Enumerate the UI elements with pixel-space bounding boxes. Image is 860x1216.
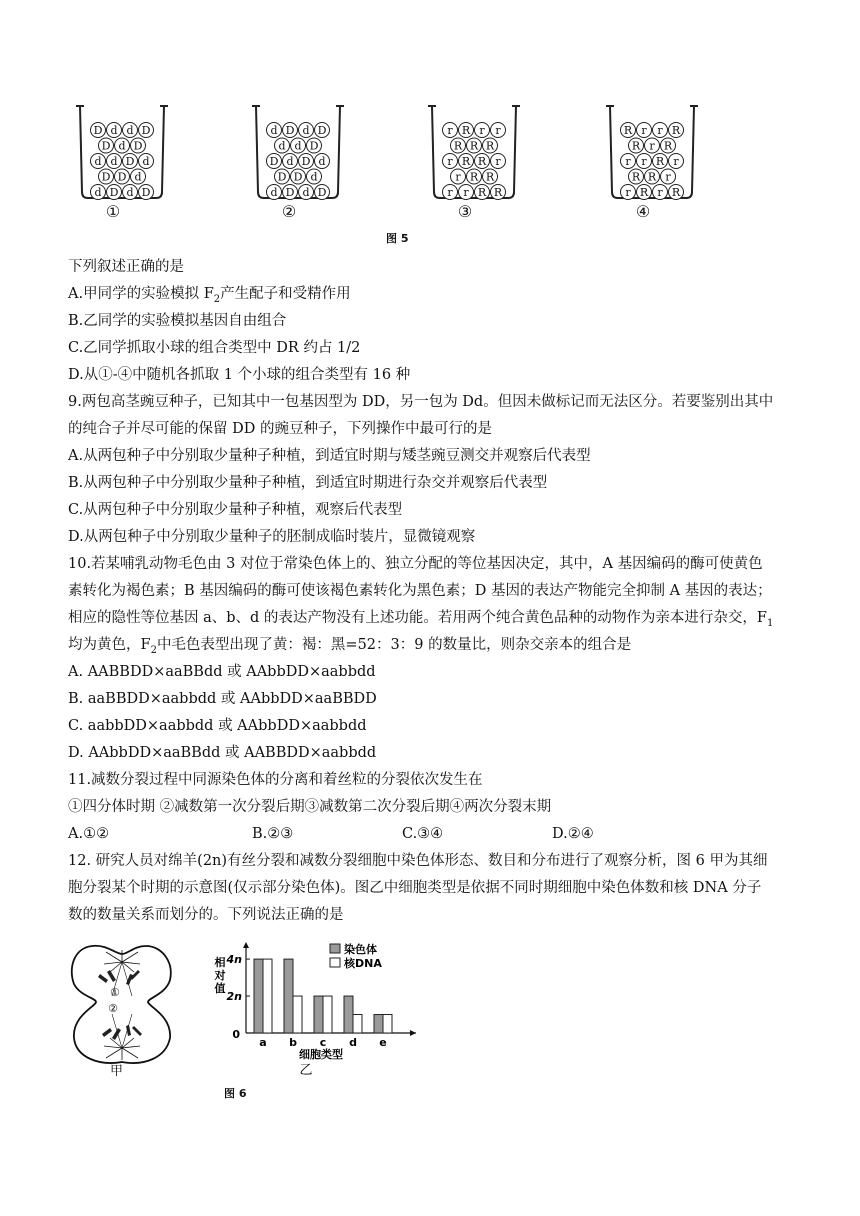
ball-letter: D	[301, 155, 311, 168]
ball-letter: D	[117, 170, 127, 184]
ball	[299, 154, 314, 169]
ball	[267, 154, 282, 169]
ball	[637, 185, 652, 200]
ball-letter: r	[625, 155, 631, 168]
ball	[459, 154, 474, 169]
y-tick-label: 2n	[226, 990, 242, 1004]
ball	[107, 185, 122, 200]
ball-letter: D	[141, 186, 151, 199]
beaker-1	[76, 104, 168, 200]
ball	[475, 185, 490, 200]
ball	[91, 185, 106, 200]
ball-letter: D	[285, 124, 295, 137]
q9-stem-line-2: 的纯合子并尽可能的保留 DD 的豌豆种子，下列操作中最可行的是	[68, 421, 492, 437]
bar-e-chromosome	[374, 1015, 383, 1033]
beaker-svg	[606, 104, 698, 200]
subscript: 1	[766, 617, 774, 629]
ball	[123, 123, 138, 138]
ball-letter: R	[671, 124, 681, 137]
ball	[107, 154, 122, 169]
ball	[139, 123, 154, 138]
ball-letter: R	[469, 139, 479, 153]
q9-option-a: A.从两包种子中分别取少量种子种植，到适宜时期与矮茎豌豆测交并观察后代表型	[68, 448, 591, 464]
q10-option-c: C. aabbDD×aabbdd 或 AAbbDD×aabbdd	[68, 718, 367, 734]
beaker-label-4: ④	[635, 202, 651, 221]
ball-letter: D	[133, 139, 143, 153]
ball	[283, 154, 298, 169]
ball	[645, 169, 660, 184]
ball	[491, 154, 506, 169]
ball	[621, 154, 636, 169]
x-tick-label: e	[379, 1036, 387, 1049]
q9-option-c: C.从两包种子中分别取少量种子种植，观察后代表型	[68, 502, 403, 518]
x-tick-label: d	[349, 1036, 357, 1049]
ball-letter: r	[455, 170, 461, 184]
ball-letter: D	[109, 186, 119, 199]
ball-letter: R	[477, 186, 487, 199]
ball-letter: r	[495, 155, 501, 168]
ball	[645, 138, 660, 153]
ball-letter: d	[278, 139, 286, 153]
ball	[629, 169, 644, 184]
q10-stem-line-1: 10.若某哺乳动物毛色由 3 对位于常染色体上的、独立分配的等位基因决定，其中，A 基因编码的酶可使黄色	[68, 556, 763, 572]
ball-letter: r	[657, 186, 663, 199]
legend-swatch	[330, 944, 340, 953]
ball	[291, 138, 306, 153]
beaker-label-2: ②	[281, 202, 297, 221]
ball-letter: d	[294, 139, 302, 153]
ball-letter: d	[94, 155, 102, 168]
ball	[467, 138, 482, 153]
ball	[115, 138, 130, 153]
legend-label: 染色体	[344, 943, 377, 956]
ball	[475, 123, 490, 138]
ball	[275, 169, 290, 184]
ball-letter: r	[649, 139, 655, 153]
beaker-svg	[252, 104, 344, 200]
ball	[299, 123, 314, 138]
chart-panel-label: 乙	[299, 1063, 313, 1078]
q10-stem-line-2: 素转化为褐色素；B 基因编码的酶可使该褐色素转化为黑色素；D 基因的表达产物能完全抑制 A 基因的表达；	[68, 583, 772, 599]
ball	[123, 185, 138, 200]
bar-e-dna	[383, 1015, 392, 1033]
bar-c-dna	[323, 996, 332, 1033]
ball-letter: r	[447, 124, 453, 137]
origin-label: 0	[232, 1028, 240, 1041]
ball-letter: R	[639, 186, 649, 199]
marker-1: ①	[110, 986, 120, 999]
ball	[91, 154, 106, 169]
q10-option-a: A. AABBDD×aaBBdd 或 AAbbDD×aabbdd	[68, 664, 376, 680]
beaker-label-1: ①	[105, 202, 121, 221]
ball-letter: r	[447, 186, 453, 199]
ball-letter: R	[453, 139, 463, 153]
q8-option-b: B.乙同学的实验模拟基因自由组合	[68, 313, 287, 329]
ball	[91, 123, 106, 138]
ball	[653, 185, 668, 200]
ball	[451, 169, 466, 184]
x-tick-label: b	[289, 1036, 297, 1049]
ball-letter: D	[141, 124, 151, 137]
figure-jia-label: 甲	[110, 1064, 124, 1079]
ball-letter: R	[461, 155, 471, 168]
beaker-3	[428, 104, 520, 200]
beaker-label-3: ③	[457, 202, 473, 221]
ball	[99, 138, 114, 153]
ball	[131, 138, 146, 153]
bar-d-chromosome	[344, 996, 353, 1033]
ball	[115, 169, 130, 184]
y-tick-label: 4n	[226, 953, 242, 967]
ball	[443, 123, 458, 138]
ball	[467, 169, 482, 184]
ball	[669, 123, 684, 138]
ball-letter: d	[134, 170, 142, 184]
figure-5-caption: 图 5	[386, 232, 409, 245]
q11-option-b: B.②③	[252, 826, 294, 842]
ball-letter: d	[126, 124, 134, 137]
ball-letter: R	[647, 170, 657, 184]
x-tick-label: a	[259, 1036, 267, 1049]
y-axis-arrow	[243, 942, 249, 948]
subscript: 2	[150, 644, 157, 656]
x-axis-title: 细胞类型	[299, 1048, 343, 1061]
ball-letter: D	[101, 139, 111, 153]
q8-option-a-text: A.甲同学的实验模拟 F	[68, 286, 214, 302]
ball-letter: R	[655, 155, 665, 168]
ball	[459, 123, 474, 138]
ball-letter: d	[142, 155, 150, 168]
ball	[621, 123, 636, 138]
top-spindle-pole	[104, 950, 140, 972]
ball	[307, 138, 322, 153]
ball	[491, 185, 506, 200]
ball-letter: r	[447, 155, 453, 168]
ball-letter: D	[317, 186, 327, 199]
q9-option-b: B.从两包种子中分别取少量种子种植，到适宜时期进行杂交并观察后代表型	[68, 475, 548, 491]
beaker-svg	[76, 104, 168, 200]
ball	[107, 123, 122, 138]
ball	[451, 138, 466, 153]
ball	[315, 154, 330, 169]
ball-letter: d	[302, 186, 310, 199]
q11-option-d: D.②④	[552, 826, 594, 842]
ball-letter: D	[309, 139, 319, 153]
figure-6-caption: 图 6	[224, 1087, 247, 1100]
ball-letter: D	[317, 124, 327, 137]
y-title-char: 相	[214, 956, 226, 969]
beaker-2	[252, 104, 344, 200]
ball	[443, 185, 458, 200]
ball	[661, 138, 676, 153]
ball-letter: R	[631, 139, 641, 153]
ball-letter: d	[94, 186, 102, 199]
y-axis-title	[214, 955, 226, 995]
ball	[123, 154, 138, 169]
ball-letter: d	[270, 186, 278, 199]
ball	[491, 123, 506, 138]
bar-a-dna	[263, 959, 272, 1033]
ball	[669, 154, 684, 169]
ball	[475, 154, 490, 169]
ball-letter: d	[126, 186, 134, 199]
ball	[669, 185, 684, 200]
q12-stem-line-3: 数的数量关系而划分的。下列说法正确的是	[68, 907, 344, 923]
ball-letter: R	[485, 139, 495, 153]
ball	[307, 169, 322, 184]
subscript: 2	[213, 293, 221, 305]
ball-letter: r	[479, 124, 485, 137]
ball	[629, 138, 644, 153]
q12-stem-line-2: 胞分裂某个时期的示意图(仅示部分染色体)。图乙中细胞类型是依据不同时期细胞中染色体数和核 DNA 分子	[68, 880, 762, 896]
q9-option-d: D.从两包种子中分别取少量种子的胚制成临时装片，显微镜观察	[68, 529, 476, 545]
ball-letter: r	[495, 124, 501, 137]
ball-letter: D	[293, 170, 303, 184]
q10-stem-line-3-text: 相应的隐性等位基因 a、b、d 的表达产物没有上述功能。若用两个纯合黄色品种的动物作为亲本进行杂交，F	[68, 610, 767, 626]
q8-option-a-tail: 产生配子和受精作用	[220, 286, 351, 302]
legend-swatch	[330, 958, 340, 967]
q8-option-d: D.从①-④中随机各抓取 1 个小球的组合类型有 16 种	[68, 367, 411, 383]
q8-option-c: C.乙同学抓取小球的组合类型中 DR 约占 1/2	[68, 340, 361, 356]
ball	[315, 185, 330, 200]
q10-stem-line-4-tail: 中毛色表型出现了黄：褐：黑=52：3：9 的数量比，则杂交亲本的组合是	[156, 637, 632, 653]
y-title-char: 值	[214, 982, 226, 995]
ball	[131, 169, 146, 184]
ball-letter: R	[671, 186, 681, 199]
q9-stem-line-1: 9.两包高茎豌豆种子，已知其中一包基因型为 DD，另一包为 Dd。但因未做标记而无法区分。若要鉴别出其中	[68, 394, 774, 410]
q11-option-c: C.③④	[402, 826, 444, 842]
q10-stem-line-3	[68, 608, 773, 634]
q8-stem: 下列叙述正确的是	[68, 259, 184, 275]
plot-area	[226, 942, 417, 1049]
ball-letter: d	[110, 124, 118, 137]
ball	[653, 123, 668, 138]
x-axis-arrow	[410, 1030, 416, 1036]
ball-letter: d	[318, 155, 326, 168]
ball-letter: R	[631, 170, 641, 184]
ball	[291, 169, 306, 184]
ball	[283, 123, 298, 138]
cell-division-diagram	[66, 940, 176, 1075]
ball	[443, 154, 458, 169]
bar-a-chromosome	[254, 959, 263, 1033]
ball-letter: D	[93, 124, 103, 137]
ball-letter: R	[663, 139, 673, 153]
marker-2: ②	[108, 1002, 118, 1015]
x-tick-label: c	[319, 1036, 327, 1049]
ball-letter: D	[269, 155, 279, 168]
bottom-spindle-pole	[104, 1038, 140, 1060]
chromosomes	[98, 970, 142, 1040]
legend-label: 核DNA	[344, 957, 382, 970]
ball-letter: r	[641, 124, 647, 137]
ball-letter: r	[625, 186, 631, 199]
ball-letter: R	[477, 155, 487, 168]
bar-b-chromosome	[284, 959, 293, 1033]
ball	[637, 123, 652, 138]
ball-letter: D	[101, 170, 111, 184]
bar-c-chromosome	[314, 996, 323, 1033]
ball-letter: d	[270, 124, 278, 137]
ball	[483, 169, 498, 184]
ball-letter: R	[469, 170, 479, 184]
ball-letter: D	[285, 186, 295, 199]
ball	[99, 169, 114, 184]
ball	[139, 154, 154, 169]
ball-letter: D	[277, 170, 287, 184]
ball-letter: r	[641, 155, 647, 168]
bar-d-dna	[353, 1015, 362, 1033]
ball-letter: D	[125, 155, 135, 168]
q11-stem: 11.减数分裂过程中同源染色体的分离和着丝粒的分裂依次发生在	[68, 772, 483, 788]
chart-legend	[330, 942, 382, 970]
q10-stem-line-4-text: 均为黄色，F	[68, 637, 151, 653]
ball	[653, 154, 668, 169]
q10-option-d: D. AAbbDD×aaBBdd 或 AABBDD×aabbdd	[68, 745, 377, 761]
q10-stem-line-4	[68, 635, 631, 661]
q8-option-a	[68, 284, 351, 310]
q11-option-a: A.①②	[68, 826, 110, 842]
ball	[267, 123, 282, 138]
beaker-svg	[428, 104, 520, 200]
ball-letter: r	[673, 155, 679, 168]
ball	[267, 185, 282, 200]
beaker-4	[606, 104, 698, 200]
q10-option-b: B. aaBBDD×aabbdd 或 AAbbDD×aaBBDD	[68, 691, 377, 707]
ball-letter: R	[485, 170, 495, 184]
ball-letter: r	[657, 124, 663, 137]
ball-letter: d	[286, 155, 294, 168]
ball	[299, 185, 314, 200]
y-title-char: 对	[214, 969, 226, 982]
ball-letter: d	[302, 124, 310, 137]
ball-letter: R	[493, 186, 503, 199]
ball-letter: d	[310, 170, 318, 184]
bar-chart	[206, 938, 426, 1078]
ball	[315, 123, 330, 138]
q12-stem-line-1: 12. 研究人员对绵羊(2n)有丝分裂和减数分裂细胞中染色体形态、数目和分布进行了观察分析，图 6 甲为其细	[68, 853, 768, 869]
ball-letter: d	[110, 155, 118, 168]
ball-letter: d	[118, 139, 126, 153]
ball-letter: r	[463, 186, 469, 199]
ball-letter: R	[461, 124, 471, 137]
ball	[275, 138, 290, 153]
ball	[621, 185, 636, 200]
q11-items: ①四分体时期 ②减数第一次分裂后期③减数第二次分裂后期④两次分裂末期	[68, 799, 552, 815]
ball	[661, 169, 676, 184]
bar-b-dna	[293, 996, 302, 1033]
ball	[139, 185, 154, 200]
ball	[459, 185, 474, 200]
ball	[483, 138, 498, 153]
ball	[283, 185, 298, 200]
ball	[637, 154, 652, 169]
ball-letter: r	[665, 170, 671, 184]
ball-letter: R	[623, 124, 633, 137]
